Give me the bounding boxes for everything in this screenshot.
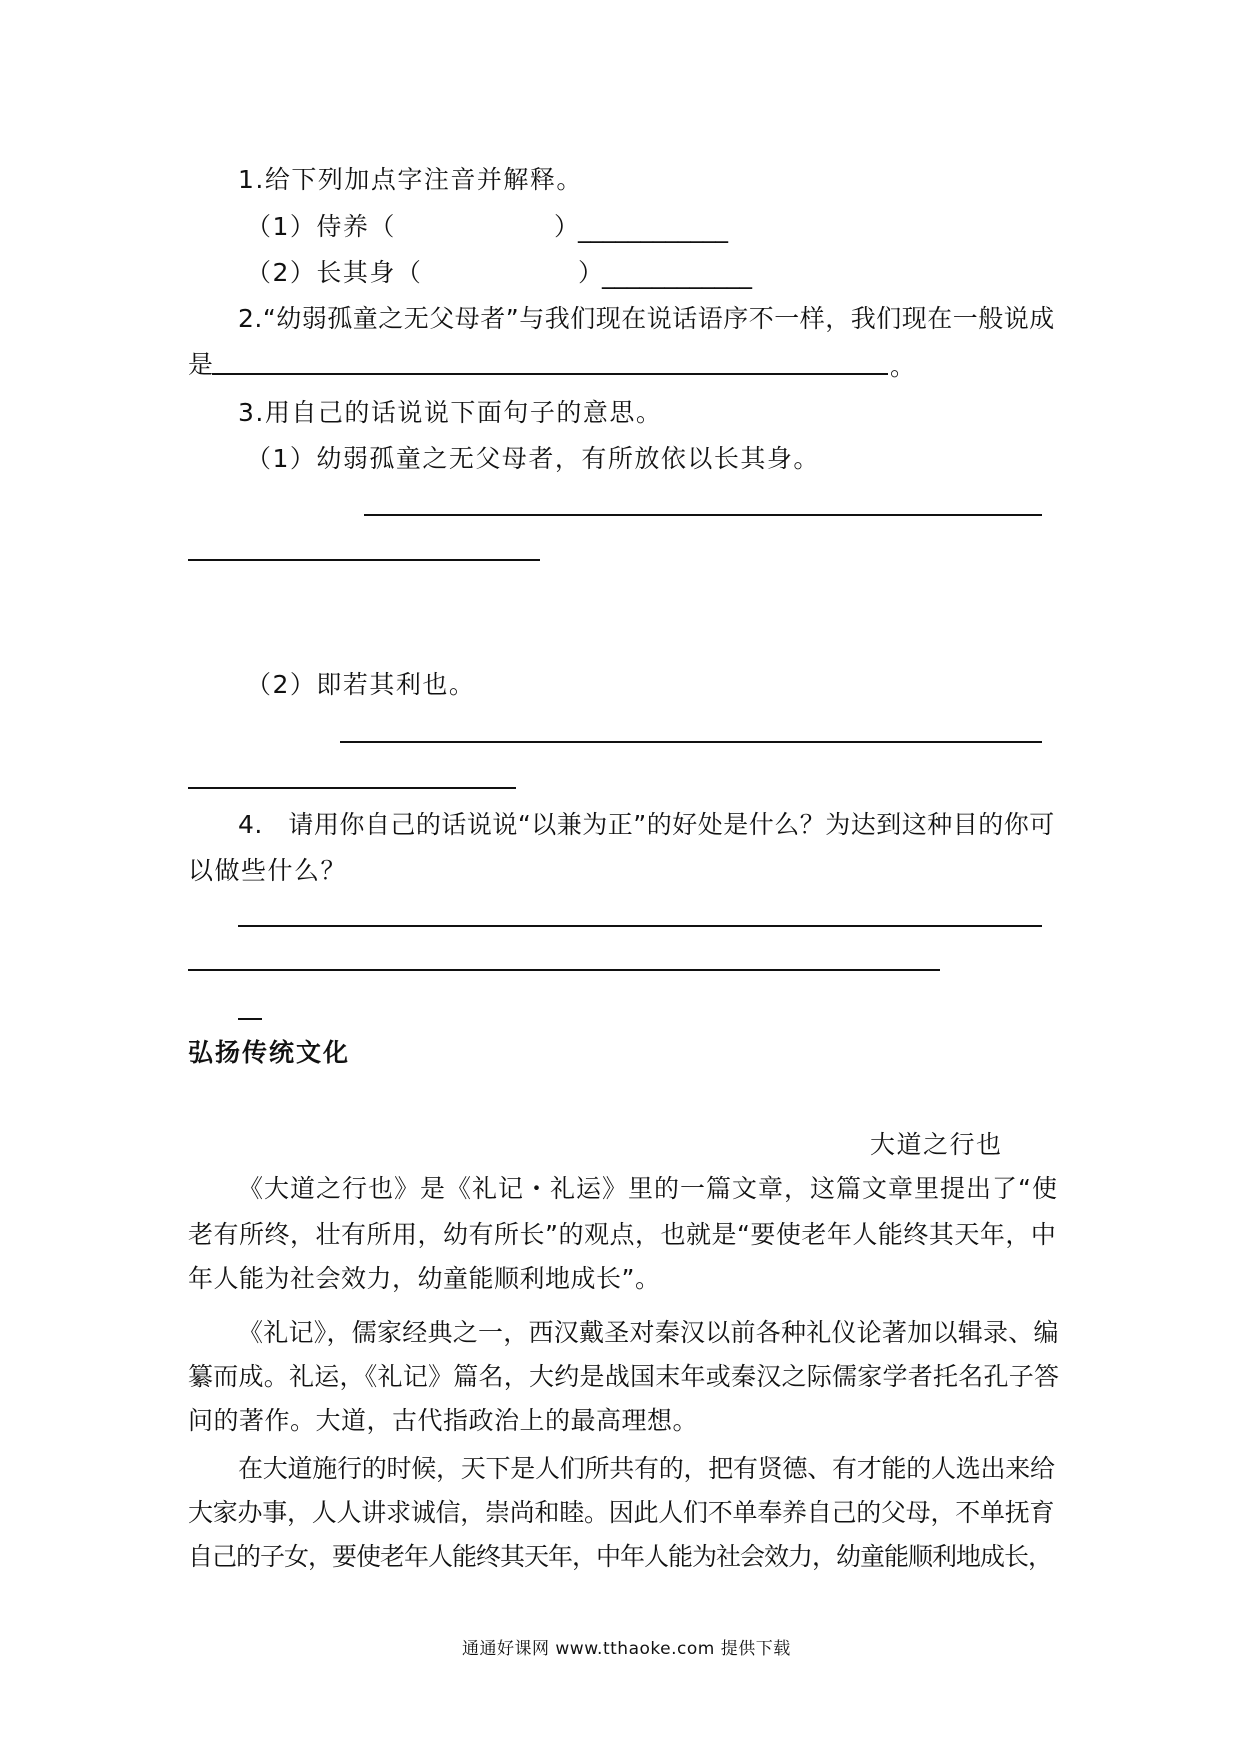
question-1-item-1: （1）侍养（: [246, 212, 396, 241]
question-1-item-1-blank: ____________: [578, 214, 728, 243]
question-2-answer-line: [212, 373, 888, 375]
question-3-sub-1-answer-line-1: [364, 514, 1042, 516]
paragraph-3-line-2: 大家办事，人人讲求诚信，崇尚和睦。因此人们不单奉养自己的父母，不单抚育: [188, 1498, 1055, 1527]
paragraph-2-line-2: 纂而成。礼运，《礼记》篇名，大约是战国末年或秦汉之际儒家学者托名孔子答: [188, 1362, 1060, 1391]
question-2-text: 2.“幼弱孤童之无父母者”与我们现在说话语序不一样，我们现在一般说成: [238, 304, 1055, 333]
question-1-item-2-blank: ____________: [602, 260, 752, 289]
question-3-sub-1-answer-line-2: [188, 559, 540, 561]
paragraph-1-line-2: 老有所终，壮有所用，幼有所长”的观点，也就是“要使老年人能终其天年，中: [188, 1220, 1057, 1249]
question-2-answer-end: 。: [890, 352, 917, 381]
section-heading: 弘扬传统文化: [188, 1038, 351, 1067]
paragraph-1-line-1: 《大道之行也》是《礼记・礼运》里的一篇文章，这篇文章里提出了“使: [238, 1174, 1058, 1203]
paragraph-2-line-1: 《礼记》，儒家经典之一，西汉戴圣对秦汉以前各种礼仪论著加以辑录、编: [238, 1318, 1059, 1347]
paragraph-1-line-3: 年人能为社会效力，幼童能顺利地成长”。: [188, 1264, 661, 1293]
question-3-title: 3.用自己的话说说下面句子的意思。: [238, 398, 663, 427]
question-4-text: 4. 请用你自己的话说说“以兼为正”的好处是什么？为达到这种目的你可: [238, 810, 1055, 839]
page-footer: 通通好课网 www.tthaoke.com 提供下载: [462, 1639, 791, 1659]
question-1-title: 1.给下列加点字注音并解释。: [238, 165, 583, 194]
heading-dash: [238, 1018, 262, 1020]
article-title: 大道之行也: [870, 1130, 1003, 1159]
question-3-sub-2: （2）即若其利也。: [246, 670, 476, 699]
question-1-item-2: （2）长其身（: [246, 258, 423, 287]
question-4-answer-line-2: [188, 969, 940, 971]
question-3-sub-2-answer-line-2: [188, 787, 516, 789]
paragraph-2-line-3: 问的著作。大道，古代指政治上的最高理想。: [188, 1406, 699, 1435]
paragraph-3-line-3: 自己的子女，要使老年人能终其天年，中年人能为社会效力，幼童能顺利地成长，: [188, 1542, 1053, 1571]
question-2-answer-start: 是: [188, 350, 215, 379]
question-4-text-line-2: 以做些什么？: [188, 856, 348, 885]
question-3-sub-1: （1）幼弱孤童之无父母者，有所放依以长其身。: [246, 444, 820, 473]
paragraph-3-line-1: 在大道施行的时候，天下是人们所共有的，把有贤德、有才能的人选出来给: [238, 1454, 1055, 1483]
question-4-answer-line-1: [238, 925, 1042, 927]
question-1-item-1-close: ）: [554, 212, 581, 241]
question-3-sub-2-answer-line-1: [340, 741, 1042, 743]
question-1-item-2-close: ）: [578, 258, 605, 287]
